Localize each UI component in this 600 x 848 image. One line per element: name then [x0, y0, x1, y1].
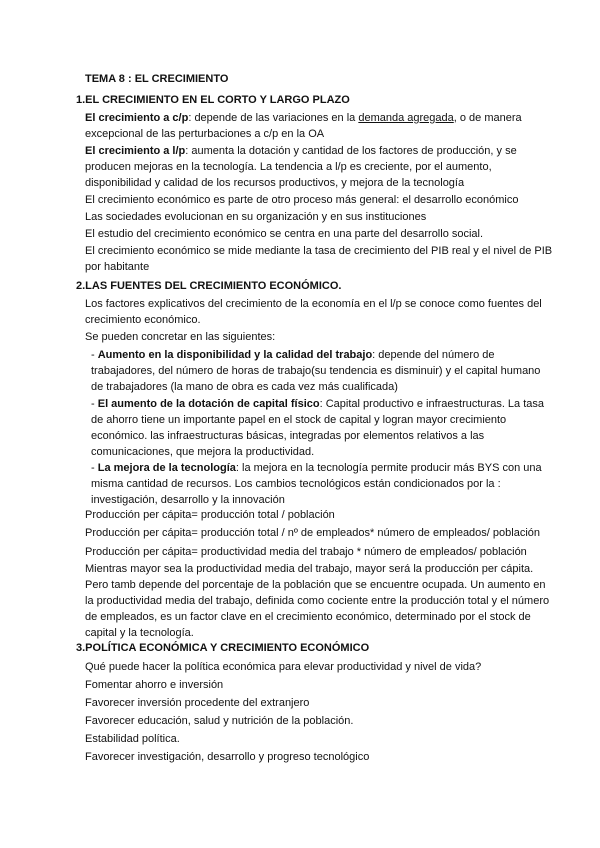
s3-item-2: Favorecer inversión procedente del extranjero — [85, 697, 310, 709]
s2-closing: Mientras mayor sea la productividad media del trabajo, mayor será la producción per cápita. Pero tamb depende del porcentaje de la población que se encuentre ocupada. Un aumento en la productividad media del trabajo, definida como cociente entre la producción total y el número de empleados, es un factor clave en el crecimiento económico, determinado por el stock de capital y la tecnología. — [85, 563, 550, 639]
s1-paragraph-1: El crecimiento económico es parte de otro proceso más general: el desarrollo económico — [85, 194, 519, 206]
bullet-tecnologia-text: : la mejora en la tecnología permite producir más BYS con una misma cantidad de recursos. Los cambios tecnológicos están condicionados por la : investigación, desarrollo y la innovación — [91, 462, 542, 506]
bullet-dash: - — [91, 462, 98, 474]
lp-term: El crecimiento a l/p — [85, 145, 186, 157]
cp-text-a: : depende de las variaciones en la — [188, 112, 359, 124]
section-2-heading: 2.LAS FUENTES DEL CRECIMIENTO ECONÓMICO. — [76, 280, 342, 292]
lp-paragraph — [85, 143, 555, 191]
bullet-tecnologia-term: La mejora de la tecnología — [97, 462, 236, 474]
bullet-capital — [91, 396, 555, 460]
section-1-heading: 1.EL CRECIMIENTO EN EL CORTO Y LARGO PLAZO — [76, 94, 350, 106]
s2-concretar: Se pueden concretar en las siguientes: — [85, 331, 276, 343]
s3-question: Qué puede hacer la política económica para elevar productividad y nivel de vida? — [85, 661, 482, 673]
formula-2: Producción per cápita= producción total / nº de empleados* número de empleados/ población — [85, 527, 541, 539]
s2-intro: Los factores explicativos del crecimiento de la economía en el l/p se conoce como fuentes del crecimiento económico. — [85, 298, 542, 326]
bullet-trabajo — [91, 347, 555, 395]
s1-paragraph-4: El crecimiento económico se mide mediante la tasa de crecimiento del PIB real y el nivel de PIB por habitante — [85, 245, 553, 273]
formula-1: Producción per cápita= producción total / población — [85, 509, 335, 521]
formula-3: Producción per cápita= productividad media del trabajo * número de empleados/ población — [85, 546, 527, 558]
s3-item-3: Favorecer educación, salud y nutrición de la población. — [85, 715, 354, 727]
cp-text-b: , o de manera excepcional de las perturbaciones a c/p en la OA — [85, 112, 522, 140]
bullet-dash: - — [91, 398, 98, 410]
bullet-tecnologia — [91, 460, 555, 508]
s1-paragraph-2: Las sociedades evolucionan en su organización y en sus instituciones — [85, 211, 427, 223]
s3-item-5: Favorecer investigación, desarrollo y progreso tecnológico — [85, 751, 370, 763]
bullet-dash: - — [91, 349, 98, 361]
bullet-capital-text: : Capital productivo e infraestructuras. La tasa de ahorro tiene un importante papel en el stock de capital y logran mayor crecimiento económico. las infraestructuras básicas, integradas por elementos relativos a las comunicaciones, que mejora la productividad. — [91, 398, 545, 458]
cp-term: El crecimiento a c/p — [85, 112, 189, 124]
bullet-capital-term: El aumento de la dotación de capital físico — [97, 398, 320, 410]
bullet-trabajo-text: : depende del número de trabajadores, del número de horas de trabajo(su tendencia es disminuir) y el capital humano de trabajadores (la mano de obra es cada vez más cualificada) — [91, 349, 541, 393]
cp-paragraph — [85, 110, 555, 142]
s3-item-4: Estabilidad política. — [85, 733, 180, 745]
s3-item-1: Fomentar ahorro e inversión — [85, 679, 224, 691]
s1-paragraph-3: El estudio del crecimiento económico se centra en una parte del desarrollo social. — [85, 228, 484, 240]
demanda-agregada-link[interactable]: demanda agregada — [358, 112, 454, 124]
document-title: TEMA 8 : EL CRECIMIENTO — [85, 73, 229, 85]
bullet-trabajo-term: Aumento en la disponibilidad y la calidad del trabajo — [97, 349, 373, 361]
section-3-heading: 3.POLÍTICA ECONÓMICA Y CRECIMIENTO ECONÓMICO — [76, 642, 370, 654]
lp-text: : aumenta la dotación y cantidad de los factores de producción, y se producen mejoras en la tecnología. La tendencia a l/p es creciente, por el aumento, disponibilidad y calidad de los recursos productivos, y mejora de la tecnología — [85, 145, 517, 189]
